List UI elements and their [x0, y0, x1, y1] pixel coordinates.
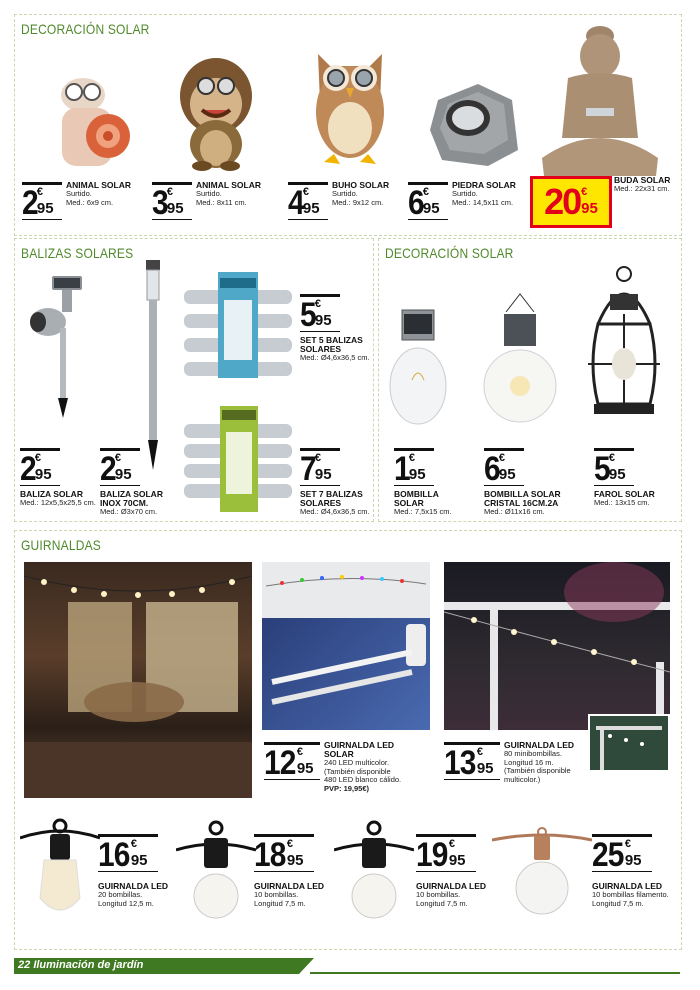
product-info: [394, 490, 474, 517]
price-decimal: [303, 187, 320, 217]
price-cents: 95: [448, 852, 466, 869]
product-info: [98, 882, 178, 908]
price-tag: [288, 182, 328, 220]
price-decimal: [115, 453, 132, 483]
currency-symbol: €: [302, 186, 310, 198]
product-size: Med.: Ø4,6x36,5 cm.: [300, 353, 370, 362]
product-desc: Surtido.: [66, 189, 92, 198]
product-desc: Longitud 7,5 m.: [592, 898, 644, 908]
product-name: GUIRNALDA LED: [98, 881, 169, 891]
product-desc: Longitud 7,5 m.: [416, 898, 468, 908]
price-integer: 25: [592, 836, 624, 874]
product-name: SET 5 BALIZAS SOLARES: [300, 335, 363, 354]
product-info: [416, 882, 496, 908]
footer-divider: [310, 972, 680, 974]
product-size: Med.: 8x11 cm.: [196, 197, 247, 207]
product-name: BOMBILLA SOLAR: [394, 489, 439, 508]
currency-symbol: €: [581, 186, 588, 198]
price-decimal: [37, 187, 54, 217]
product-info: [254, 882, 334, 908]
price-integer: 6: [408, 184, 424, 222]
product-name: GUIRNALDA LED: [504, 740, 575, 750]
price-integer: 5: [594, 450, 610, 488]
currency-symbol: €: [114, 452, 122, 464]
product-name: GUIRNALDA LED: [254, 881, 325, 891]
price-tag: [22, 182, 62, 220]
price-cents: 95: [314, 466, 332, 483]
price-integer: 13: [444, 744, 476, 782]
product-name: ANIMAL SOLAR: [196, 180, 262, 190]
currency-symbol: €: [624, 838, 631, 850]
section-title: GUIRNALDAS: [21, 537, 102, 553]
product-desc: 20 bombillas.: [98, 890, 143, 899]
product-size: Med.: 13x15 cm.: [594, 498, 650, 507]
product-desc: Longitud 12,5 m.: [98, 898, 154, 908]
baliza-solar-image: [22, 272, 92, 422]
price-cents: 95: [130, 852, 148, 869]
price-tag: [20, 448, 60, 486]
product-size: Med.: 7,5x15 cm.: [394, 507, 452, 516]
currency-symbol: €: [296, 746, 303, 758]
price-tag: [444, 742, 500, 780]
product-info: [100, 490, 180, 517]
price-tag: [416, 834, 476, 872]
product-desc: 240 LED multicolor.: [324, 758, 390, 767]
price-cents: 95: [314, 312, 332, 329]
product-baliza-solar: [20, 448, 60, 486]
price-decimal: [477, 747, 494, 777]
price-integer: 5: [300, 296, 316, 334]
price-decimal: [625, 839, 642, 869]
product-size: Med.: 22x31 cm.: [614, 184, 670, 193]
snail-solar-image: [48, 70, 138, 170]
price-cents: 95: [36, 200, 54, 217]
product-name: BALIZA SOLAR INOX 70CM.: [100, 489, 163, 508]
bombilla-solar-image: [388, 296, 448, 428]
price-tag: [98, 834, 158, 872]
currency-symbol: €: [166, 186, 174, 198]
product-guirnalda-led-80: [444, 742, 500, 780]
product-size: Med.: Ø11x16 cm.: [484, 507, 545, 516]
price-integer: 3: [152, 184, 168, 222]
currency-symbol: €: [608, 452, 616, 464]
price-cents: 95: [581, 200, 598, 217]
product-info: [300, 336, 372, 363]
product-name: BALIZA SOLAR: [20, 489, 83, 499]
product-size: Med.: Ø3x70 cm.: [100, 507, 158, 516]
product-name: GUIRNALDA LED: [416, 881, 487, 891]
buddha-solar-image: [540, 18, 660, 178]
product-info: [300, 490, 372, 517]
product-name: PIEDRA SOLAR: [452, 180, 516, 190]
currency-symbol: €: [448, 838, 455, 850]
price-integer: 19: [416, 836, 448, 874]
price-cents: 95: [296, 760, 314, 777]
price-cents: 95: [286, 852, 304, 869]
price-cents: 95: [608, 466, 626, 483]
product-desc: 10 bombillas.: [416, 890, 461, 899]
currency-symbol: €: [36, 186, 44, 198]
product-desc: multicolor.): [504, 774, 541, 784]
guirnalda-bulb-image-1: [20, 818, 100, 928]
product-pvp: PVP: 19,95€): [324, 783, 370, 793]
price-integer: 18: [254, 836, 286, 874]
product-desc: Surtido.: [332, 189, 358, 198]
price-decimal: [35, 453, 52, 483]
product-info: [196, 181, 276, 207]
patio-photo: [24, 562, 252, 798]
footer-label: [18, 959, 143, 971]
price-tag: [594, 448, 634, 486]
product-name: GUIRNALDA LED SOLAR: [324, 740, 395, 759]
product-animal-solar-1: [22, 182, 62, 220]
farol-solar-image: [584, 264, 666, 434]
product-guirnalda-led-solar: [264, 742, 320, 780]
product-desc: 480 LED blanco cálido.: [324, 775, 402, 784]
page-number: 22: [18, 959, 31, 971]
currency-symbol: €: [314, 298, 322, 310]
product-info: [614, 176, 682, 194]
product-name: BUHO SOLAR: [332, 180, 390, 190]
price-decimal: [287, 839, 304, 869]
set-5-balizas-image: [180, 270, 296, 380]
price-integer: 6: [484, 450, 500, 488]
product-desc: Surtido.: [452, 189, 478, 198]
price-tag: [408, 182, 448, 220]
product-bombilla-cristal: [484, 448, 524, 486]
product-name: BOMBILLA SOLAR CRISTAL 16CM.2A: [484, 489, 561, 508]
price-integer: 2: [20, 450, 36, 488]
price-decimal: [609, 453, 626, 483]
price-tag: [100, 448, 140, 486]
product-buho-solar: [288, 182, 328, 220]
price-integer: 7: [300, 450, 316, 488]
product-desc: (También disponible: [324, 766, 391, 776]
product-info: [452, 181, 532, 207]
stone-solar-image: [428, 80, 520, 170]
product-info: [332, 181, 412, 207]
price-tag: [592, 834, 652, 872]
product-size: Med.: 12x5,5x25,5 cm.: [20, 498, 96, 507]
product-desc: 10 bombillas.: [254, 890, 299, 899]
inset-photo: [588, 714, 670, 772]
price-integer: 12: [264, 744, 296, 782]
set-7-balizas-image: [180, 402, 296, 514]
currency-symbol: €: [34, 452, 42, 464]
product-size: Med.: 14,5x11 cm.: [452, 197, 514, 207]
currency-symbol: €: [498, 452, 506, 464]
product-size: Med.: 6x9 cm.: [66, 197, 114, 207]
currency-symbol: €: [314, 452, 322, 464]
currency-symbol: €: [476, 746, 483, 758]
product-name: SET 7 BALIZAS SOLARES: [300, 489, 363, 508]
night-garden-photo: [444, 562, 670, 730]
product-guirnalda-led-10a: [254, 834, 314, 872]
price-tag: [300, 294, 340, 332]
baliza-inox-image: [138, 258, 168, 478]
owl-solar-image: [310, 42, 390, 170]
price-cents: 95: [422, 200, 440, 217]
product-guirnalda-led-20: [98, 834, 158, 872]
currency-symbol: €: [130, 838, 137, 850]
price-cents: 95: [166, 200, 184, 217]
product-guirnalda-led-filamento: [592, 834, 652, 872]
product-desc: Longitud 16 m.: [504, 757, 554, 767]
price-decimal: [499, 453, 516, 483]
product-buda-solar-price: [530, 176, 612, 228]
price-decimal: [167, 187, 184, 217]
product-name: BUDA SOLAR: [614, 175, 671, 185]
currency-symbol: €: [422, 186, 430, 198]
price-tag: [300, 448, 340, 486]
price-decimal: [315, 299, 332, 329]
product-piedra-solar: [408, 182, 448, 220]
product-info: [594, 490, 674, 508]
price-decimal: [297, 747, 314, 777]
product-set-7-balizas: [300, 448, 340, 486]
product-set-5-balizas: [300, 294, 340, 332]
price-tag: [394, 448, 434, 486]
product-info: [484, 490, 580, 517]
product-farol-solar: [594, 448, 634, 486]
price-integer: 16: [98, 836, 130, 874]
price-integer: 2: [22, 184, 38, 222]
price-cents: 95: [624, 852, 642, 869]
section-title: DECORACIÓN SOLAR: [385, 245, 514, 261]
product-info: [592, 882, 680, 908]
product-info: [324, 741, 430, 793]
currency-symbol: €: [286, 838, 293, 850]
bombilla-cristal-image: [482, 292, 558, 430]
product-guirnalda-led-10b: [416, 834, 476, 872]
product-animal-solar-2: [152, 182, 192, 220]
price-tag: [152, 182, 192, 220]
product-name: ANIMAL SOLAR: [66, 180, 132, 190]
price-tag: [264, 742, 320, 780]
price-integer: 1: [394, 450, 410, 488]
price-integer: 4: [288, 184, 304, 222]
product-bombilla-solar: [394, 448, 434, 486]
product-desc: 10 bombillas filamento.: [592, 890, 669, 899]
price-cents: 95: [302, 200, 320, 217]
guirnalda-bulb-image-2: [176, 820, 256, 926]
product-info: [504, 741, 588, 784]
product-desc: 80 minibombillas.: [504, 749, 562, 758]
multicolor-led-photo: [262, 562, 430, 730]
product-name: GUIRNALDA LED: [592, 881, 663, 891]
price-decimal: [581, 187, 598, 217]
price-cents: 95: [114, 466, 132, 483]
price-integer: 2: [100, 450, 116, 488]
price-cents: 95: [34, 466, 52, 483]
product-desc: (También disponible: [504, 766, 571, 775]
price-cents: 95: [408, 466, 426, 483]
product-baliza-inox: [100, 448, 140, 486]
price-tag: [484, 448, 524, 486]
price-cents: 95: [498, 466, 516, 483]
price-decimal: [131, 839, 148, 869]
product-desc: Longitud 7,5 m.: [254, 898, 306, 908]
price-cents: 95: [476, 760, 494, 777]
currency-symbol: €: [408, 452, 416, 464]
product-info: [20, 490, 104, 508]
guirnalda-bulb-image-3: [334, 820, 414, 926]
price-decimal: [423, 187, 440, 217]
product-desc: Surtido.: [196, 189, 222, 198]
product-size: Med.: Ø4,6x36,5 cm.: [300, 507, 370, 516]
product-size: Med.: 9x12 cm.: [332, 197, 384, 207]
product-name: FAROL SOLAR: [594, 489, 655, 499]
price-decimal: [449, 839, 466, 869]
price-decimal: [315, 453, 332, 483]
price-tag: [254, 834, 314, 872]
section-title: BALIZAS SOLARES: [21, 245, 134, 261]
footer-section-name: Iluminación de jardín: [33, 959, 144, 971]
price-integer: 20: [544, 181, 581, 222]
hedgehog-solar-image: [176, 54, 256, 172]
section-title: DECORACIÓN SOLAR: [21, 21, 150, 37]
product-info: [66, 181, 146, 207]
price-decimal: [409, 453, 426, 483]
guirnalda-bulb-image-4: [492, 826, 592, 922]
